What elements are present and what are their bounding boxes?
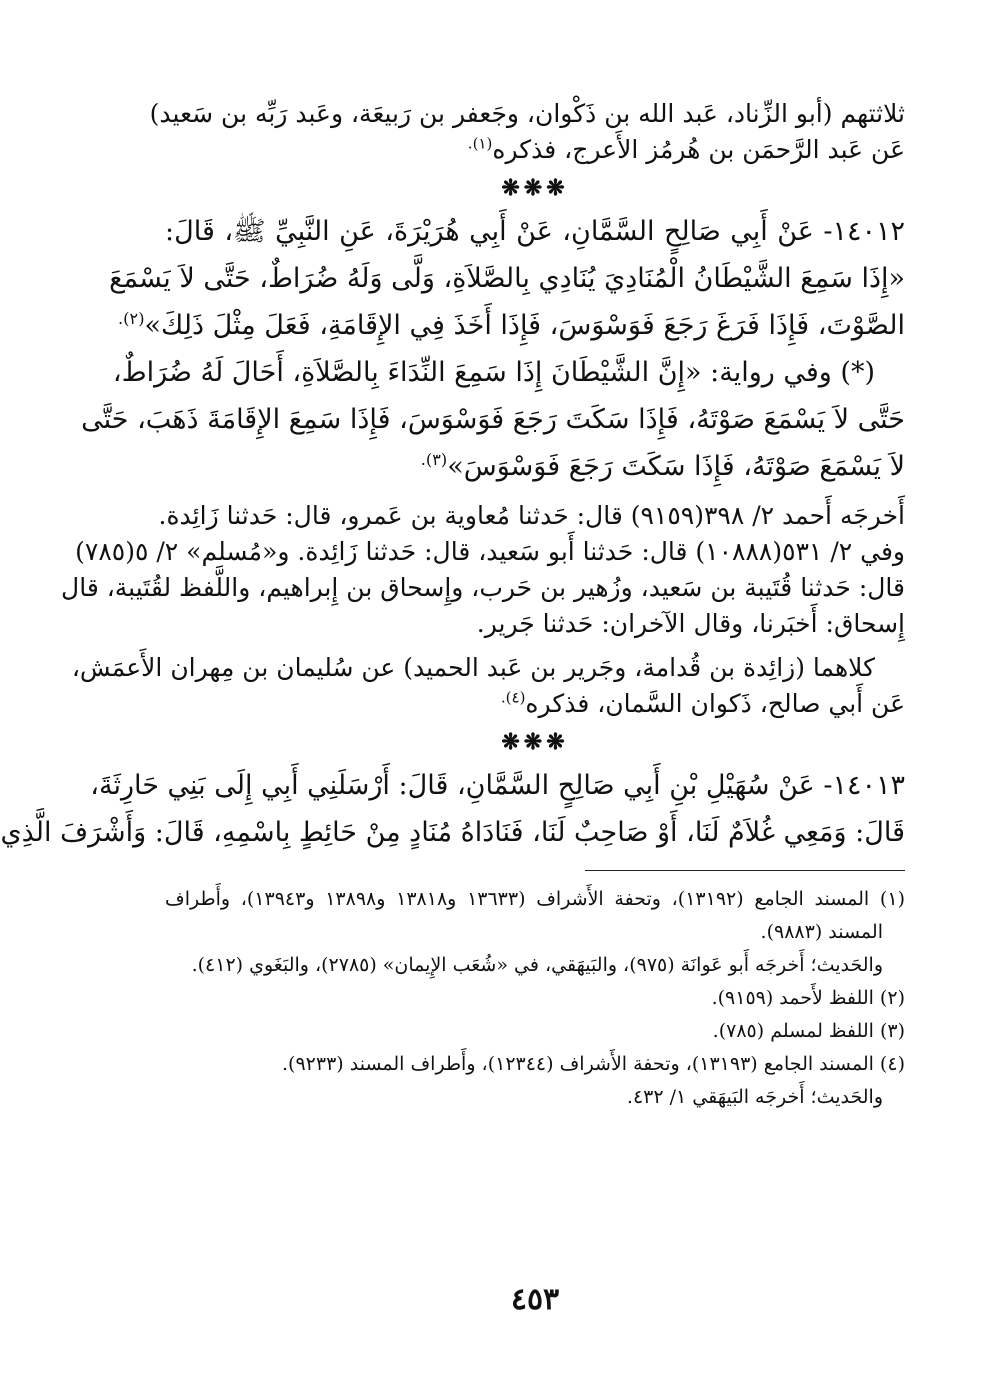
page-number: ٤٥٣ xyxy=(510,1282,560,1317)
text-segment: عَن أَبي صالح، ذَكوان السَّمان، فذكره xyxy=(525,689,905,718)
footnote-ref: (٣). xyxy=(420,450,448,469)
takhrij-paragraph-1 xyxy=(61,498,905,642)
text-segment: عَن عَبد الرَّحمَن بن هُرمُز الأَعرج، فذكره xyxy=(492,135,905,164)
text-segment: لاَ يَسْمَعَ صَوْتَهُ، فَإِذَا سَكَتَ رَجَعَ فَوَسْوَسَ» xyxy=(447,451,905,482)
footnote-4: (٤) المسند الجامع (١٣١٩٣)، وتحفة الأَشراف (١٢٣٤٤)، وأَطراف المسند (٩٢٣٣). xyxy=(282,1053,905,1075)
footnote-ref: (١). xyxy=(467,134,493,153)
section-separator: ❋❋❋ xyxy=(501,729,569,755)
takhrij-line: إِسحاق: أَخبَرنا، وقال الآخران: حَدثنا جَرير. xyxy=(476,609,905,638)
riwaya-line xyxy=(165,443,905,490)
takhrij-line: وفي ٢/ ٥٣١(١٠٨٨٨) قال: حَدثنا أَبو سَعيد، قال: حَدثنا زَائِدة. و«مُسلم» ٢/ ٥(٧٨٥) xyxy=(75,537,905,566)
hadith-line: ١٤٠١٣- عَنْ سُهَيْلِ بْنِ أَبِي صَالِحٍ السَّمَّانِ، قَالَ: أَرْسَلَنِي أَبِي إِلَى بَنِي حَارِثَةَ، xyxy=(90,770,905,801)
footnote-1: (١) المسند الجامع (١٣١٩٢)، وتحفة الأَشراف (١٣٦٣٣ و١٣٨١٨ و١٣٨٩٨ و١٣٩٤٣)، وأَطراف xyxy=(165,888,905,910)
takhrij-line: كلاهما (زائِدة بن قُدامة، وجَرير بن عَبد الحميد) عن سُليمان بن مِهران الأَعمَش، xyxy=(71,653,875,682)
footnote-rule xyxy=(585,870,905,871)
hadith-14012 xyxy=(109,208,905,349)
footnote-1-cont: المسند (٩٨٨٣). xyxy=(760,921,883,943)
takhrij-paragraph-2 xyxy=(71,650,905,722)
text-segment: الصَّوْتَ، فَإِذَا فَرَغَ رَجَعَ فَوَسْوَسَ، فَإِذَا أَخَذَ فِي الإِقَامَةِ، فَعَلَ مِثْلَ ذَلِكَ» xyxy=(144,310,905,341)
footnote-3: (٣) اللفظ لمسلم (٧٨٥). xyxy=(712,1020,905,1042)
footnote-ref: (٢). xyxy=(118,309,145,328)
riwaya-paragraph xyxy=(81,349,905,490)
footnote-ref: (٤). xyxy=(500,688,526,707)
takhrij-line: أَخرجَه أَحمد ٢/ ٣٩٨(٩١٥٩) قال: حَدثنا مُعاوية بن عَمرو، قال: حَدثنا زَائِدة. xyxy=(158,501,905,530)
page-body xyxy=(0,96,905,1114)
takhrij-line: قال: حَدثنا قُتَيبة بن سَعيد، وزُهير بن حَرب، وإِسحاق بن إِبراهيم، واللَّفظ لقُتَيبة، قال xyxy=(61,573,905,602)
hadith-line: ١٤٠١٢- عَنْ أَبِي صَالِحٍ السَّمَّانِ، عَنْ أَبِي هُرَيْرَةَ، عَنِ النَّبِيِّ ﷺ، قَالَ: xyxy=(165,216,905,247)
footnote-2: (٢) اللفظ لأَحمد (٩١٥٩). xyxy=(711,987,905,1009)
riwaya-line: حَتَّى لاَ يَسْمَعَ صَوْتَهُ، فَإِذَا سَكَتَ رَجَعَ فَوَسْوَسَ، فَإِذَا سَمِعَ الإِقَامَةَ ذَهَبَ، حَتَّى xyxy=(81,404,905,435)
hadith-line: «إِذَا سَمِعَ الشَّيْطَانُ الْمُنَادِيَ يُنَادِي بِالصَّلاَةِ، وَلَّى وَلَهُ ضُرَاطٌ، حَتَّى لاَ يَسْمَعَ xyxy=(109,263,905,294)
footnotes xyxy=(165,883,905,1114)
intro-paragraph xyxy=(149,96,905,168)
footnote-4-hadith: والحَديث؛ أَخرجَه البَيهَقي ١/ ٤٣٢. xyxy=(626,1086,883,1108)
hadith-line xyxy=(118,302,905,349)
riwaya-line: (*) وفي رواية: «إِنَّ الشَّيْطَانَ إِذَا سَمِعَ النِّدَاءَ بِالصَّلاَةِ، أَحَالَ لَهُ ضُرَاطٌ، xyxy=(112,357,875,388)
footnote-1-hadith: والحَديث؛ أَخرجَه أَبو عَوانَة (٩٧٥)، والبَيهَقي، في «شُعَب الإِيمان» (٢٧٨٥)، والبَغَوي (٤١٢). xyxy=(191,954,883,976)
hadith-14013 xyxy=(0,762,905,856)
text-line xyxy=(165,132,905,168)
section-separator: ❋❋❋ xyxy=(501,175,569,201)
hadith-line: قَالَ: وَمَعِي غُلاَمٌ لَنَا، أَوْ صَاحِبٌ لَنَا، فَنَادَاهُ مُنَادٍ مِنْ حَائِطٍ بِاسْمِهِ، قَالَ: وَأَشْرَفَ الَّذِي xyxy=(0,817,905,848)
text-line: ثلاثتهم (أبو الزِّناد، عَبد الله بن ذَكْوان، وجَعفر بن رَبيعَة، وعَبد رَبِّه بن سَعيد) xyxy=(149,99,905,128)
takhrij-line xyxy=(165,686,905,722)
